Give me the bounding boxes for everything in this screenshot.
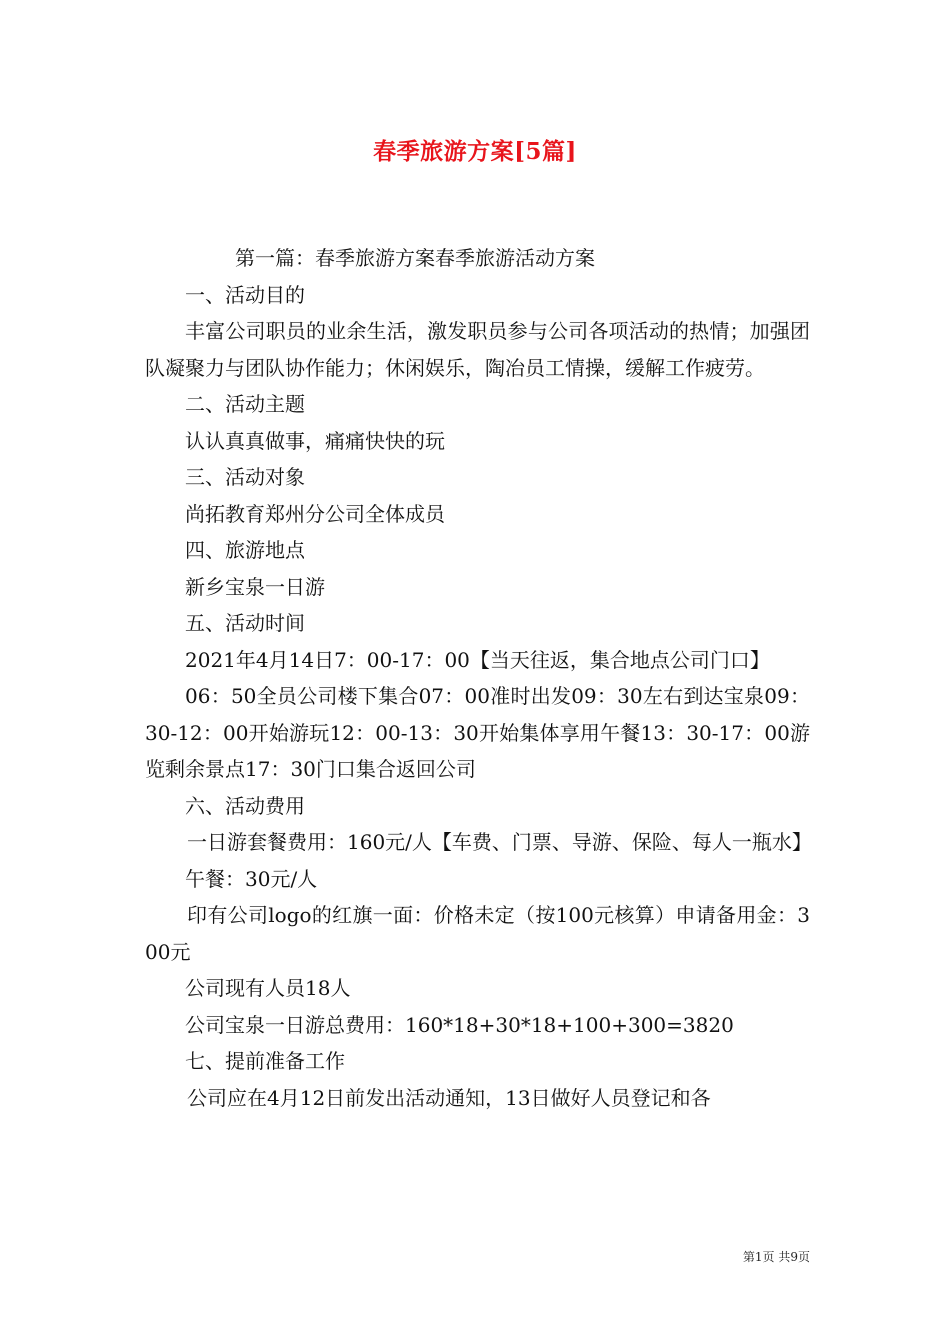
document-body — [145, 240, 810, 1116]
section-heading: 第一篇：春季旅游方案春季旅游活动方案 — [235, 246, 595, 270]
section-heading: 七、提前准备工作 — [185, 1049, 345, 1073]
paragraph: 一日游套餐费用：160元/人【车费、门票、导游、保险、每人一瓶水】 — [187, 830, 812, 854]
paragraph: 新乡宝泉一日游 — [185, 574, 325, 599]
section-heading: 四、旅游地点 — [185, 538, 305, 562]
paragraph: 公司应在4月12日前发出活动通知，13日做好人员登记和各 — [187, 1085, 711, 1110]
paragraph: 2021年4月14日7：00-17：00【当天往返，集合地点公司门口】 — [185, 647, 770, 672]
section-heading: 一、活动目的 — [185, 282, 305, 307]
paragraph: 尚拓教育郑州分公司全体成员 — [185, 501, 445, 526]
paragraph: 午餐：30元/人 — [185, 866, 318, 891]
page-number: 第1页 共9页 — [742, 1250, 810, 1264]
section-heading: 三、活动对象 — [185, 465, 305, 489]
paragraph: 认认真真做事，痛痛快快的玩 — [185, 428, 445, 453]
section-heading: 六、活动费用 — [185, 793, 305, 818]
paragraph: 公司宝泉一日游总费用：160*18+30*18+100+300=3820 — [185, 1012, 734, 1037]
section-heading: 五、活动时间 — [185, 611, 305, 635]
paragraph: 06：50全员公司楼下集合07：00准时出发09：30左右到达宝泉09：30-12：00开始游玩12：00-13：30开始集体享用午餐13：30-17：00游览剩余景点17：30门口集合返回公司 — [145, 684, 810, 781]
paragraph: 公司现有人员18人 — [185, 976, 351, 1000]
paragraph: 印有公司logo的红旗一面：价格未定（按100元核算）申请备用金：300元 — [145, 903, 810, 964]
document-title: 春季旅游方案[5篇] — [373, 138, 577, 165]
paragraph: 丰富公司职员的业余生活，激发职员参与公司各项活动的热情；加强团队凝聚力与团队协作能力；休闲娱乐，陶冶员工情操，缓解工作疲劳。 — [145, 319, 810, 380]
section-heading: 二、活动主题 — [185, 392, 305, 416]
